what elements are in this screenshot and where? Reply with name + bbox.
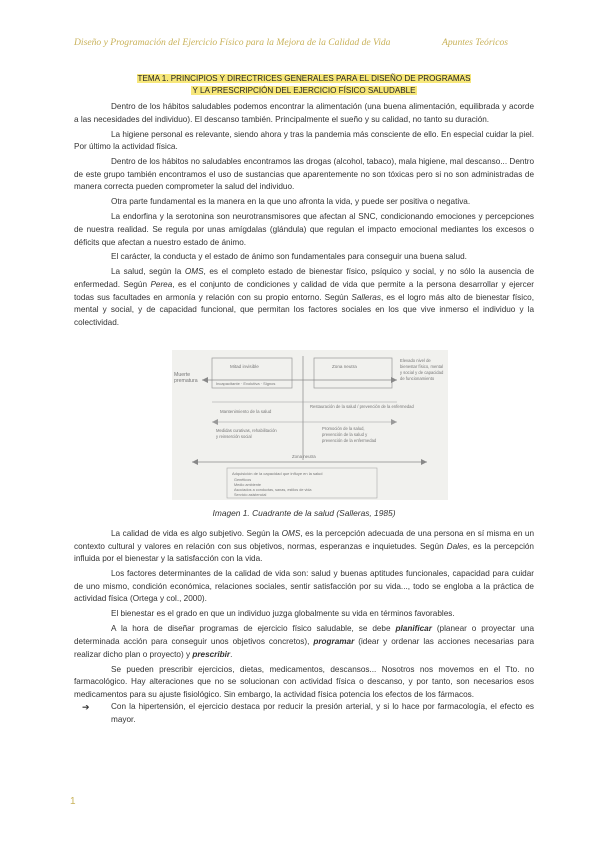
fig-label-bienestar-1: Elevado nivel de — [400, 358, 431, 363]
header-course-title: Diseño y Programación del Ejercicio Físico para la Mejora de la Calidad de Vida — [74, 37, 391, 48]
fig-label-promocion-1: Promoción de la salud, — [322, 426, 365, 431]
fig-label-restauracion: Restauración de la salud / prevención de la enfermedad — [310, 404, 414, 409]
fig-label-zona-neutra-2: Zona neutra — [292, 454, 316, 459]
paragraph-program-design: A la hora de diseñar programas de ejercicio físico saludable, se debe planificar (planear o proyectar una determinada acción para conseguir unos objetivos concretos), programar (idear y ordenar las acciones necesarias para realizar dicho plan o proyecto) y prescribir. — [74, 624, 535, 659]
fig-label-factor-4: Servicio asistencial — [234, 493, 267, 497]
fig-label-muerte: Muerte — [174, 372, 191, 378]
page-header — [74, 37, 534, 51]
fig-label-factores: Adquisición de la capacidad que influye en la salud — [232, 471, 323, 476]
fig-label-factor-2: Medio ambiente — [234, 483, 262, 487]
chapter-title-line2: Y LA PRESCRIPCIÓN DEL EJERCICIO FÍSICO SALUDABLE — [192, 86, 416, 95]
header-notes-label: Apuntes Teóricos — [442, 37, 509, 48]
paragraph-hygiene: La higiene personal es relevante, siendo ahora y tras la pandemia más consciente de ello. En especial cuidar la piel. Por último la actividad física. — [74, 129, 534, 152]
fig-label-bienestar-4: de funcionamiento — [400, 376, 435, 381]
paragraph-character: El carácter, la conducta y el estado de ánimo son fundamentales para conseguir una buena salud. — [111, 252, 467, 262]
fig-label-mitad: Mitad invisible — [230, 364, 259, 369]
bullet-hypertension: ➔ Con la hipertensión, el ejercicio destaca por reducir la presión arterial, y si lo hace por farmacología, el efecto es mayor. — [82, 702, 534, 724]
paragraph-habits: Dentro de los hábitos saludables podemos encontrar la alimentación (una buena alimentación, equilibrada y acorde a las necesidades del individuo). El descanso también. Principalmente el sueño y su calidad, no tanto su duración. — [74, 102, 534, 124]
fig-label-zona-neutra: Zona neutra — [332, 364, 357, 369]
health-quadrant-figure — [172, 350, 448, 500]
fig-label-mantenimiento: Mantenimiento de la salud — [220, 409, 272, 414]
paragraph-attitude: Otra parte fundamental es la manera en la que uno afronta la vida, y puede ser positiva o negativa. — [111, 197, 471, 207]
paragraph-neurotransmitters: La endorfina y la serotonina son neurotransmisores que afectan al SNC, condicionando emociones y percepciones de nuestra realidad. Se regula por unas amígdalas (glándula) que regulan el impacto emocional mediantes los excesos o déficits que afectan a nuestro estado de ánimo. — [74, 212, 534, 247]
fig-label-medidas-2: y reinserción social — [216, 434, 252, 439]
fig-label-promocion-3: prevención de la enfermedad — [322, 438, 377, 443]
body-text-bottom — [74, 528, 534, 726]
fig-label-inv-sub: Incapacitante · Evolutiva · Signos — [216, 381, 276, 386]
paragraph-quality-of-life: La calidad de vida es algo subjetivo. Según la OMS, es la percepción adecuada de una persona en sí misma en un contexto cultural y valores en relación con sus objetivos, normas, esperanzas e inquietudes. Según Dales, es la percepción influida por el bienestar y la satisfacción con la vida. — [74, 529, 535, 564]
paragraph-wellbeing: El bienestar es el grado en que un individuo juzga globalmente su vida en términos favorables. — [111, 609, 455, 619]
arrow-right-icon: ➔ — [82, 702, 90, 713]
fig-label-factor-3: Asociados a conductas, sanas, estilos de vida — [234, 488, 312, 492]
fig-label-promocion-2: prevención de la salud y — [322, 432, 368, 437]
page-number: 1 — [70, 796, 76, 807]
fig-label-medidas-1: Medidas curativas, rehabilitación — [216, 428, 277, 433]
fig-label-factor-1: Genéticos — [234, 478, 252, 482]
fig-label-bienestar-2: bienestar físico, mental — [400, 364, 444, 369]
chapter-title-line1: TEMA 1. PRINCIPIOS Y DIRECTRICES GENERALES PARA EL DISEÑO DE PROGRAMAS — [137, 74, 471, 83]
figure-caption: Imagen 1. Cuadrante de la salud (Salleras, 1985) — [212, 508, 396, 518]
fig-label-prematura: prematura — [174, 378, 198, 384]
paragraph-health-definition: La salud, según la OMS, es el completo estado de bienestar físico, psíquico y social, y no sólo la ausencia de enfermedad. Según Perea, es el conjunto de condiciones y calidad de vida que permite a la persona desarrollar y ejercer todas sus facultades en armonía y relación con su propio entorno. Según Salleras, es el logro más alto de bienestar físico, mental y social, y de capacidad funcional, que permitan los factores sociales en los que vive inmerso el individuo y la colectividad. — [74, 267, 535, 327]
fig-label-bienestar-3: y social y de capacidad — [400, 370, 444, 375]
body-text-top — [74, 101, 534, 329]
paragraph-prescription: Se pueden prescribir ejercicios, dietas, medicamentos, descansos... Nosotros nos movemos en el Tto. no farmacológico. Hay alteraciones que no se solucionan con actividad física o descanso, y por tanto, son necesarios esos medicamentos para su ajuste fisiológico. Sin embargo, la actividad física potencia los efectos de los fármacos. — [74, 664, 534, 699]
chapter-title — [74, 73, 534, 97]
paragraph-factors: Los factores determinantes de la calidad de vida son: salud y buenas aptitudes funcionales, capacidad para cuidar de uno mismo, condición económica, relaciones sociales, sentir satisfacción por su vida..., todo se engloba a la práctica de actividad física (Ortega y col., 2000). — [74, 569, 534, 604]
paragraph-unhealthy: Dentro de los hábitos no saludables encontramos las drogas (alcohol, tabaco), mala higiene, mal descanso... Dentro de este grupo también encontramos el uso de sustancias que aparentemente no son tóxicas pero si no son administradas de manera correcta pueden comprometer la salud del individuo. — [74, 157, 534, 192]
